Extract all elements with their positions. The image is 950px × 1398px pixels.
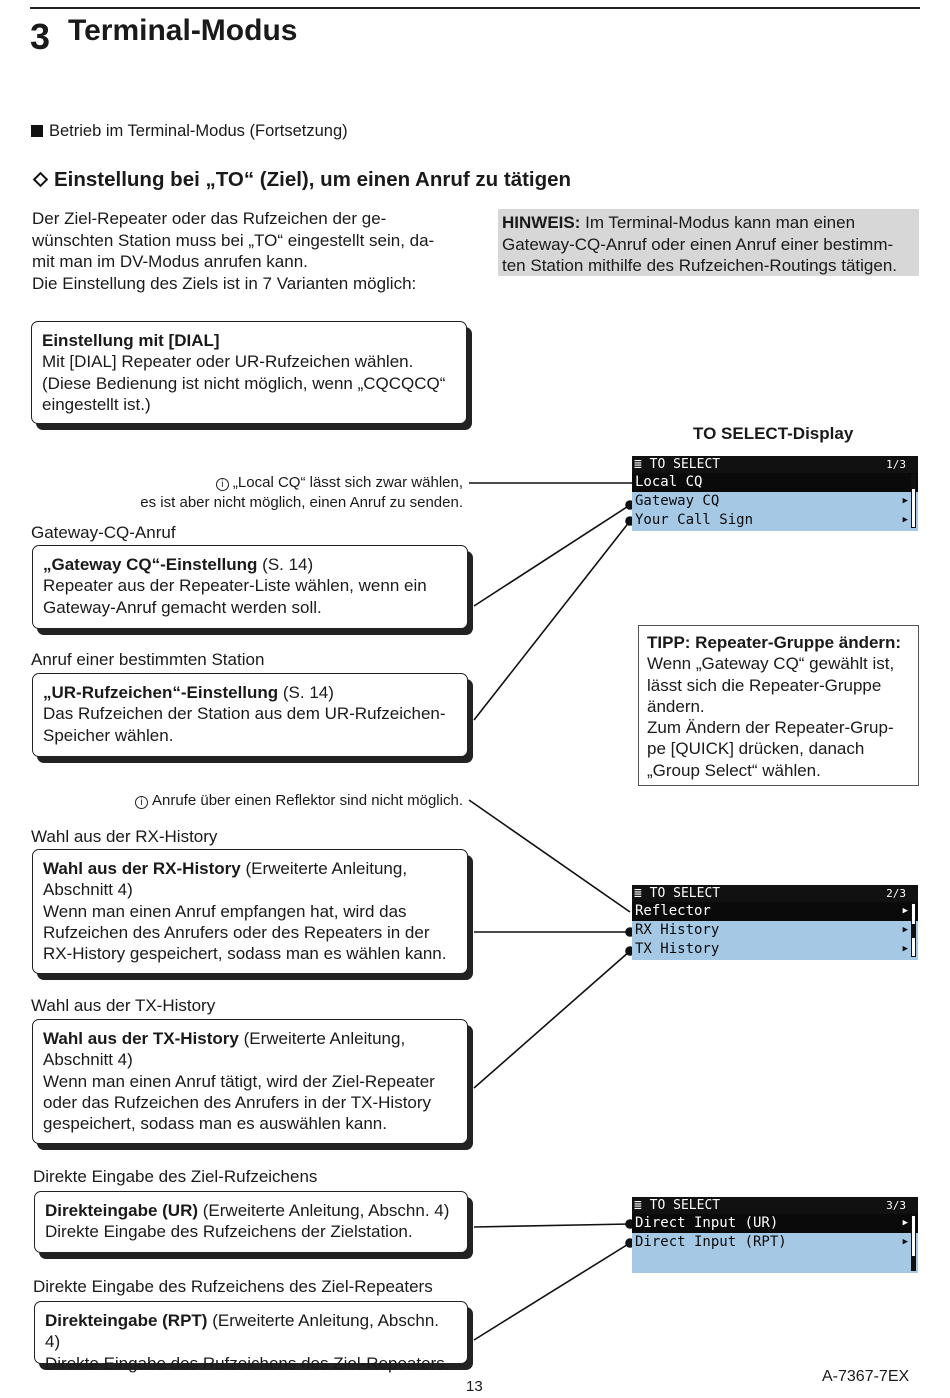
group-label: Direkte Eingabe des Rufzeichens des Ziel-Repeaters <box>33 1277 433 1296</box>
menu-item-label: RX History <box>635 922 720 938</box>
dial-box-line: eingestellt ist.) <box>42 394 151 414</box>
tip-title: TIPP: Repeater-Gruppe ändern: <box>647 633 902 652</box>
menu-item-label: Your Call Sign <box>635 512 754 528</box>
note-line: Anrufe über einen Reflektor sind nicht möglich. <box>151 792 463 809</box>
box-line: Wenn man einen Anruf tätigt, wird der Ziel-Repeater <box>43 1071 435 1091</box>
connector-tx-history <box>474 951 630 1088</box>
menu-item-label: Direct Input (UR) <box>635 1215 779 1231</box>
box-title: Direkteingabe (RPT) <box>45 1311 208 1330</box>
display-page: 1/3 <box>886 458 906 471</box>
header-rule <box>30 7 920 9</box>
intro-line: Der Ziel-Repeater oder das Rufzeichen der ge- <box>32 209 387 228</box>
menu-icon: ≣ <box>634 886 650 901</box>
box-title: Wahl aus der TX-History <box>43 1029 239 1048</box>
hint-line: Im Terminal-Modus kann man einen <box>580 213 856 232</box>
scrollbar-thumb[interactable] <box>912 924 915 938</box>
menu-item-your-call-sign[interactable] <box>632 511 918 530</box>
menu-item-local-cq[interactable] <box>632 473 918 492</box>
note-line: „Local CQ“ lässt sich zwar wählen, <box>232 474 463 491</box>
menu-item-tx-history[interactable] <box>632 940 918 959</box>
box-line: Abschnitt 4) <box>43 1050 133 1070</box>
display-page: 2/3 <box>886 887 906 900</box>
menu-item-label: Local CQ <box>635 474 703 490</box>
menu-item-reflector[interactable] <box>632 902 918 921</box>
group-label: Wahl aus der TX-History <box>31 996 216 1015</box>
menu-item-direct-input-ur[interactable] <box>632 1214 918 1233</box>
box-line: Abschnitt 4) <box>43 880 133 900</box>
local-cq-note <box>23 473 463 513</box>
tx-history-box <box>32 1019 468 1144</box>
direct-ur-box <box>34 1191 468 1253</box>
display-page: 3/3 <box>886 1199 906 1212</box>
section-heading-text: Betrieb im Terminal-Modus (Fortsetzung) <box>49 122 348 140</box>
menu-item-direct-input-rpt[interactable] <box>632 1233 918 1252</box>
subsection-heading-text: Einstellung bei „TO“ (Ziel), um einen Anruf zu tätigen <box>54 168 572 191</box>
group-label: Direkte Eingabe des Ziel-Rufzeichens <box>33 1167 318 1186</box>
info-icon: i <box>135 796 148 809</box>
intro-line: wünschten Station muss bei „TO“ eingestellt sein, da- <box>32 230 435 250</box>
display-header <box>632 456 918 473</box>
group-label: Anruf einer bestimmten Station <box>31 650 265 669</box>
box-line: Rufzeichen des Anrufers oder des Repeaters in der <box>43 922 430 942</box>
note-line: es ist aber nicht möglich, einen Anruf zu senden. <box>140 494 463 511</box>
box-line: Direkte Eingabe des Rufzeichens der Zielstation. <box>45 1222 413 1242</box>
box-ref: (S. 14) <box>257 555 314 574</box>
hint-box <box>498 209 919 276</box>
scrollbar[interactable] <box>911 903 916 957</box>
menu-icon: ≣ <box>634 1198 650 1213</box>
arrow-right-icon: ▶ <box>902 496 908 506</box>
tip-line: Zum Ändern der Repeater-Grup- <box>647 718 894 738</box>
box-title: Direkteingabe (UR) <box>45 1201 199 1220</box>
arrow-right-icon: ▶ <box>902 944 908 954</box>
box-ref: (Erweiterte Anleitung, <box>240 859 408 878</box>
reflector-note <box>23 791 463 811</box>
leader-reflector <box>469 800 630 912</box>
arrow-right-icon: ▶ <box>902 1218 908 1228</box>
hint-line: ten Station mithilfe des Rufzeichen-Routings tätigen. <box>502 256 898 275</box>
arrow-right-icon: ▶ <box>902 1237 908 1247</box>
tip-box <box>638 625 919 786</box>
group-label: Wahl aus der RX-History <box>31 827 218 846</box>
to-select-display-3 <box>632 1197 918 1273</box>
box-ref: (Erweiterte Anleitung, Abschn. 4) <box>198 1201 450 1220</box>
scrollbar[interactable] <box>911 474 916 528</box>
box-ref: (Erweiterte Anleitung, <box>238 1029 406 1048</box>
scrollbar-thumb[interactable] <box>912 475 915 489</box>
menu-item-label: Gateway CQ <box>635 493 720 509</box>
box-line: Speicher wählen. <box>43 725 174 745</box>
dial-box <box>31 321 467 424</box>
menu-item-label: Reflector <box>635 903 711 919</box>
page-number: 13 <box>466 1378 483 1395</box>
ur-callsign-box <box>32 673 468 757</box>
section-heading <box>31 122 348 141</box>
chapter-number: 3 <box>30 16 51 57</box>
chapter-title: Terminal-Modus <box>68 14 298 47</box>
tip-line: Wenn „Gateway CQ“ gewählt ist, <box>647 654 895 674</box>
arrow-right-icon: ▶ <box>902 515 908 525</box>
arrow-right-icon: ▶ <box>902 925 908 935</box>
box-line: Repeater aus der Repeater-Liste wählen, wenn ein <box>43 576 427 596</box>
menu-item-rx-history[interactable] <box>632 921 918 940</box>
box-line: oder das Rufzeichen des Anrufers in der TX-History <box>43 1092 432 1112</box>
intro-paragraph <box>32 208 472 294</box>
menu-item-gateway-cq[interactable] <box>632 492 918 511</box>
dial-box-line: (Diese Bedienung ist nicht möglich, wenn „CQCQCQ“ <box>42 373 446 393</box>
menu-item-label: Direct Input (RPT) <box>635 1234 787 1250</box>
display-title: TO SELECT <box>649 1198 721 1213</box>
box-title: Wahl aus der RX-History <box>43 859 241 878</box>
box-line: Direkte Eingabe des Rufzeichens des Ziel-Repeaters. <box>45 1353 450 1373</box>
scrollbar-thumb[interactable] <box>912 1256 915 1270</box>
display-caption: TO SELECT-Display <box>693 424 854 443</box>
direct-rpt-box <box>34 1301 468 1373</box>
connector-your-call-sign <box>474 521 630 720</box>
box-ref: (Erweiterte Anleitung, Abschn. 4) <box>45 1311 440 1352</box>
rx-history-box <box>32 849 468 974</box>
info-icon: i <box>216 478 229 491</box>
display-title: TO SELECT <box>649 457 721 472</box>
menu-item-label: TX History <box>635 941 720 957</box>
scrollbar[interactable] <box>911 1215 916 1271</box>
intro-line: mit man im DV-Modus anrufen kann. <box>32 252 308 271</box>
diamond-bullet-icon <box>33 172 49 188</box>
box-title: „Gateway CQ“-Einstellung <box>43 555 258 574</box>
box-title: „UR-Rufzeichen“-Einstellung <box>43 683 279 702</box>
gateway-cq-box <box>32 545 468 629</box>
group-label: Gateway-CQ-Anruf <box>31 523 176 542</box>
tip-line: „Group Select“ wählen. <box>647 760 821 780</box>
dial-box-line: Mit [DIAL] Repeater oder UR-Rufzeichen wählen. <box>42 352 414 372</box>
intro-line: Die Einstellung des Ziels ist in 7 Varianten möglich: <box>32 273 417 293</box>
tip-line: ändern. <box>647 696 705 716</box>
display-title: TO SELECT <box>649 886 721 901</box>
box-line: Wenn man einen Anruf empfangen hat, wird das <box>43 901 407 921</box>
box-ref: (S. 14) <box>278 683 334 702</box>
box-line: gespeichert, sodass man es auswählen kann. <box>43 1114 387 1134</box>
connector-direct-rpt <box>474 1243 630 1340</box>
tip-line: pe [QUICK] drücken, danach <box>647 739 865 759</box>
hint-line: Gateway-CQ-Anruf oder einen Anruf einer bestimm- <box>502 234 894 254</box>
document-id: A-7367-7EX <box>822 1368 910 1385</box>
arrow-right-icon: ▶ <box>902 906 908 916</box>
display-header <box>632 1197 918 1214</box>
box-line: RX-History gespeichert, sodass man es wählen kann. <box>43 944 447 964</box>
dial-box-title: Einstellung mit [DIAL] <box>42 331 220 350</box>
square-bullet-icon <box>31 125 43 137</box>
subsection-heading <box>31 168 571 192</box>
connector-gateway-cq <box>474 505 630 606</box>
box-line: Gateway-Anruf gemacht werden soll. <box>43 597 322 617</box>
menu-icon: ≣ <box>634 457 650 472</box>
hint-label: HINWEIS: <box>502 213 581 232</box>
tip-line: lässt sich die Repeater-Gruppe <box>647 675 882 695</box>
to-select-display-2 <box>632 885 918 960</box>
display-header <box>632 885 918 902</box>
box-line: Das Rufzeichen der Station aus dem UR-Rufzeichen- <box>43 704 446 724</box>
to-select-display-1 <box>632 456 918 531</box>
connector-direct-ur <box>474 1224 630 1227</box>
